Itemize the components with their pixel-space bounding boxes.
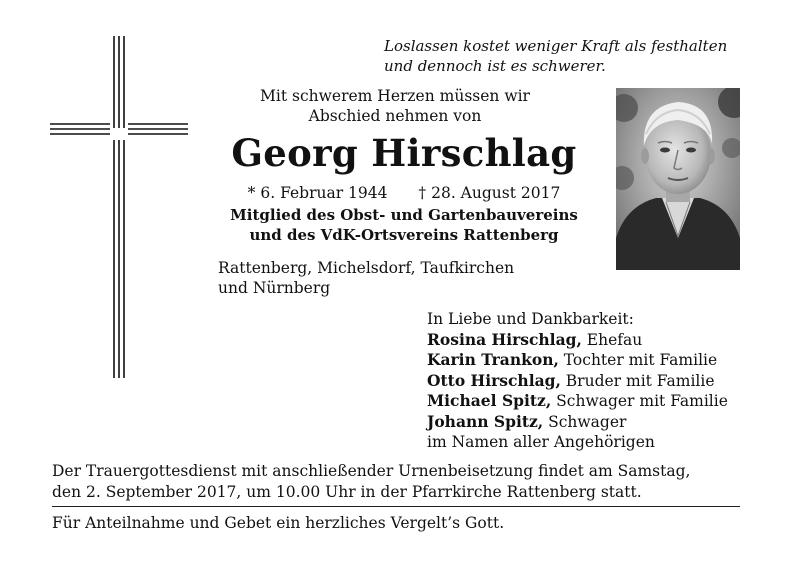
birth-date: * 6. Februar 1944 <box>247 184 388 202</box>
mourner-row <box>427 371 757 392</box>
mourners-heading: In Liebe und Dankbarkeit: <box>427 310 634 328</box>
deceased-name: Georg Hirschlag <box>231 131 577 175</box>
mourner-relation: Tochter mit Familie <box>558 351 718 369</box>
mourner-relation: Bruder mit Familie <box>560 371 715 390</box>
portrait-photo <box>616 88 740 270</box>
intro-line: Abschied nehmen von <box>308 107 482 125</box>
mourner-row <box>427 412 757 433</box>
mourner-row <box>427 330 757 351</box>
mourner-name: Michael Spitz, <box>427 391 552 410</box>
service-line: den 2. September 2017, um 10.00 Uhr in der Pfarrkirche Rattenberg statt. <box>52 482 642 501</box>
thanks-text: Für Anteilnahme und Gebet ein herzliches Vergelt’s Gott. <box>52 514 505 532</box>
mourner-row <box>427 391 757 412</box>
cross-icon <box>48 36 192 380</box>
mourner-name: Rosina Hirschlag, <box>427 329 582 349</box>
intro-line: Mit schwerem Herzen müssen wir <box>260 87 530 105</box>
divider <box>52 506 740 507</box>
mourner-name: Johann Spitz, <box>427 411 544 431</box>
mourner-relation: Schwager mit Familie <box>551 392 728 410</box>
service-line: Der Trauergottesdienst mit anschließender Urnenbeisetzung findet am Samstag, <box>52 462 691 480</box>
places-line: Rattenberg, Michelsdorf, Taufkirchen <box>218 259 515 277</box>
quote <box>384 36 764 76</box>
places-line: und Nürnberg <box>218 279 331 297</box>
membership-line: Mitglied des Obst- und Gartenbauvereins <box>230 206 578 224</box>
mourner-name: Otto Hirschlag, <box>427 370 561 390</box>
mourners-list <box>427 309 757 453</box>
mourner-relation: Schwager <box>543 412 627 431</box>
quote-line: Loslassen kostet weniger Kraft als festhalten <box>384 37 728 55</box>
life-dates <box>214 183 594 203</box>
mourner-row <box>427 350 757 371</box>
service-notice <box>52 461 740 502</box>
mourner-name: Karin Trankon, <box>427 350 559 369</box>
quote-line: und dennoch ist es schwerer. <box>384 57 606 75</box>
places <box>218 258 558 298</box>
membership <box>214 205 594 245</box>
portrait-image <box>616 88 740 270</box>
membership-line: und des VdK-Ortsvereins Rattenberg <box>249 226 559 244</box>
intro-text <box>245 86 545 126</box>
mourners-closing: im Namen aller Angehörigen <box>427 433 655 451</box>
mourner-relation: Ehefau <box>581 330 643 349</box>
death-date: † 28. August 2017 <box>418 184 561 202</box>
